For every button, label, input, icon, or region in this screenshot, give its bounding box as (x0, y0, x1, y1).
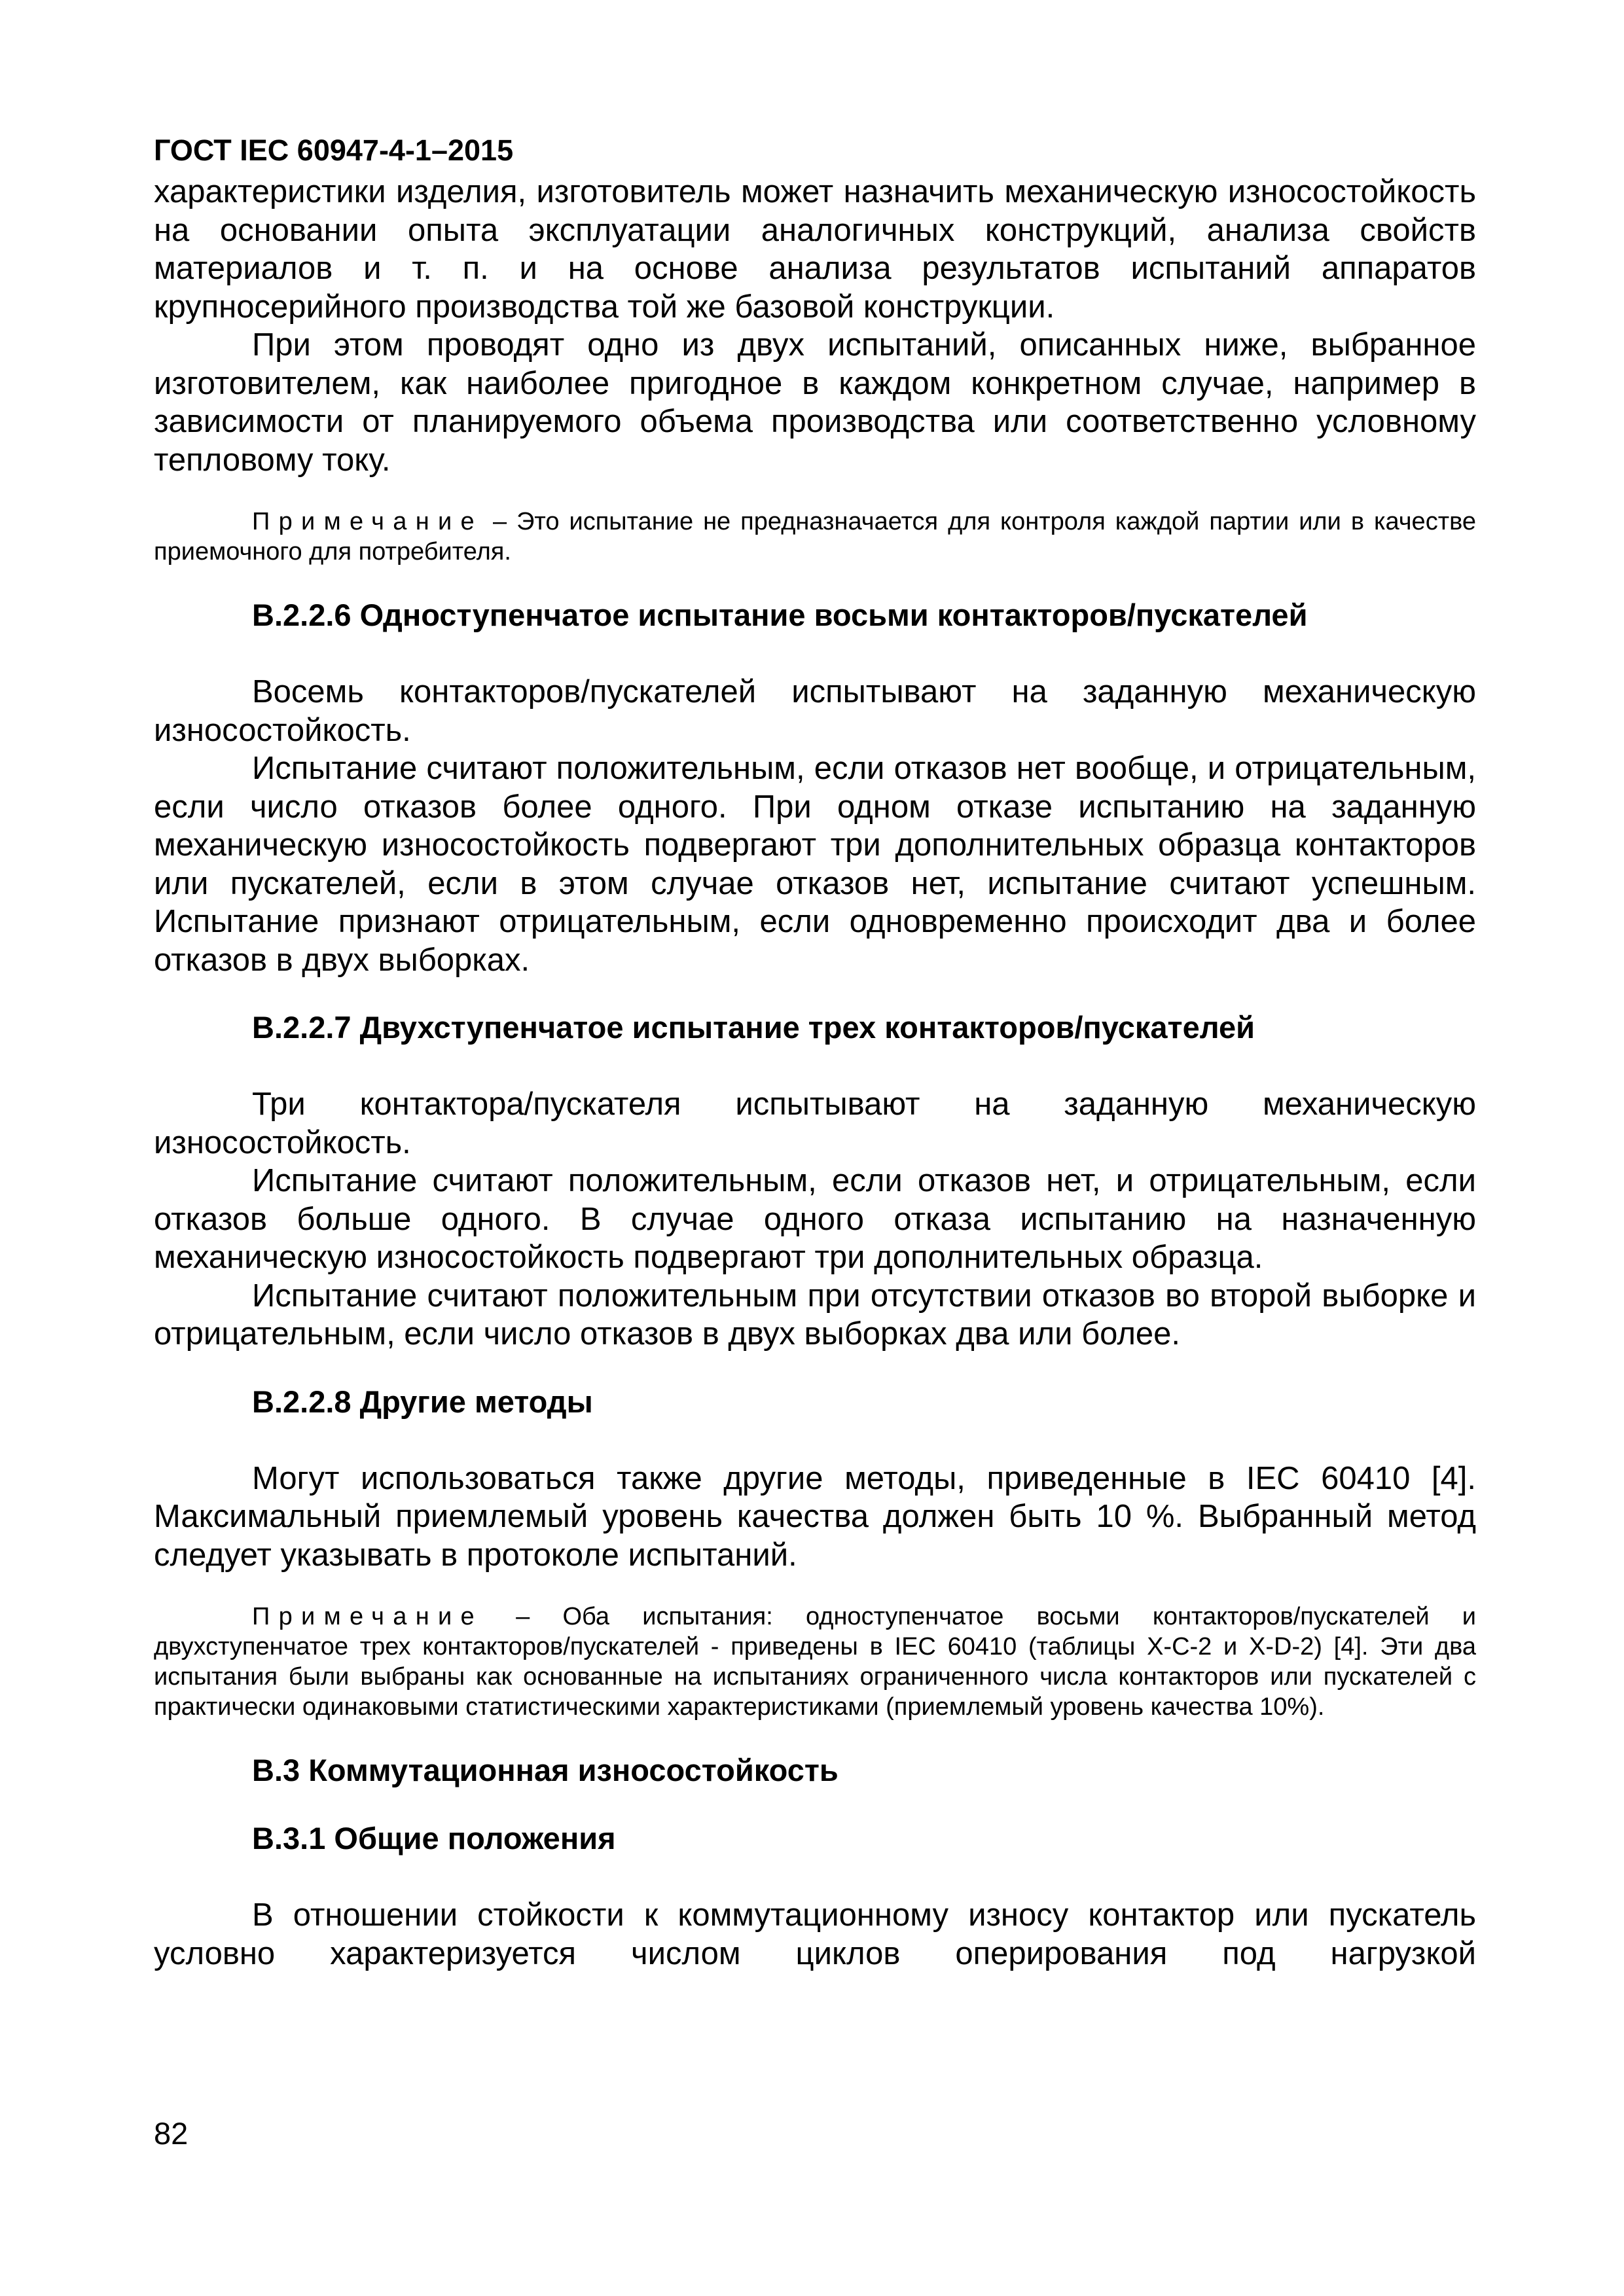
section-heading-b228: B.2.2.8 Другие методы (252, 1384, 593, 1419)
note-2-text: – Оба испытания: одноступенчатое восьми контакторов/пускателей и двухступенчатое трех контакторов/пускателей - приведены в IEC 60410 (таблицы X-C-2 и X-D-2) [4]. Эти два испытания были выбраны как основанные на испытаниях ограниченного числа контакторов или пускателей с практически одинаковыми статистическими характеристиками (приемлемый уровень качества 10%). (154, 1603, 1476, 1721)
document-id-header: ГОСТ IEC 60947-4-1–2015 (154, 134, 514, 167)
spacer (154, 567, 1476, 596)
section-heading-b227: B.2.2.7 Двухступенчатое испытание трех контакторов/пускателей (252, 1010, 1255, 1045)
spacer (154, 1722, 1476, 1751)
paragraph-eight-contactors: Восемь контакторов/пускателей испытывают на заданную механическую износостойкость. (154, 674, 1476, 748)
document-page (154, 131, 1476, 1973)
paragraph-eight-result: Испытание считают положительным, если отказов нет вообще, и отрицательным, если число отказов более одного. При одном отказе испытанию на заданную механическую износостойкость подвергают три дополнительных образца контакторов или пускателей, если в этом случае отказов нет, испытание считают успешным. Испытание признают отрицательным, если одновременно происходит два и более отказов в двух выборках. (154, 751, 1476, 978)
note-2 (154, 1602, 1476, 1722)
paragraph-three-contactors: Три контактора/пускателя испытывают на заданную механическую износостойкость. (154, 1086, 1476, 1160)
page-number: 82 (154, 2116, 189, 2151)
paragraph-three-result: Испытание считают положительным, если отказов нет, и отрицательным, если отказов больше одного. В случае одного отказа испытанию на назначенную механическую износостойкость подвергают три дополнительных образца. (154, 1163, 1476, 1275)
paragraph-switching-wear: В отношении стойкости к коммутационному износу контактор или пускатель условно характеризуется числом циклов оперирования под нагрузкой (154, 1897, 1476, 1971)
spacer (154, 1858, 1476, 1896)
note-1-text: – Это испытание не предназначается для контроля каждой партии или в качестве приемочного для потребителя. (154, 508, 1476, 565)
note-1 (154, 507, 1476, 567)
section-heading-b3: B.3 Коммутационная износостойкость (252, 1753, 839, 1787)
paragraph-second-sample: Испытание считают положительным при отсутствии отказов во второй выборке и отрицательным, если число отказов в двух выборках два или более. (154, 1278, 1476, 1352)
section-heading-b31: B.3.1 Общие положения (252, 1821, 616, 1856)
spacer (154, 635, 1476, 673)
spacer (154, 1354, 1476, 1382)
paragraph-other-methods: Могут использоваться также другие методы, приведенные в IEC 60410 [4]. Максимальный приемлемый уровень качества должен быть 10 %. Выбранный метод следует указывать в протоколе испытаний. (154, 1460, 1476, 1573)
section-heading-b226: B.2.2.6 Одноступенчатое испытание восьми контакторов/пускателей (252, 598, 1308, 632)
note-label: Примечание (252, 508, 483, 535)
paragraph-continuation: характеристики изделия, изготовитель может назначить механическую износостойкость на основании опыта эксплуатации аналогичных конструкций, анализа свойств материалов и т. п. и на основе анализа результатов испытаний аппаратов крупносерийного производства той же базовой конструкции. (154, 174, 1476, 325)
spacer (154, 1422, 1476, 1460)
spacer (154, 1790, 1476, 1819)
spacer (154, 979, 1476, 1008)
spacer (154, 1574, 1476, 1602)
spacer (154, 479, 1476, 507)
paragraph-test-selection: При этом проводят одно из двух испытаний, описанных ниже, выбранное изготовителем, как наиболее пригодное в каждом конкретном случае, например в зависимости от планируемого объема производства или соответственно условному тепловому току. (154, 327, 1476, 478)
spacer (154, 1047, 1476, 1085)
note-label: Примечание (252, 1603, 483, 1630)
